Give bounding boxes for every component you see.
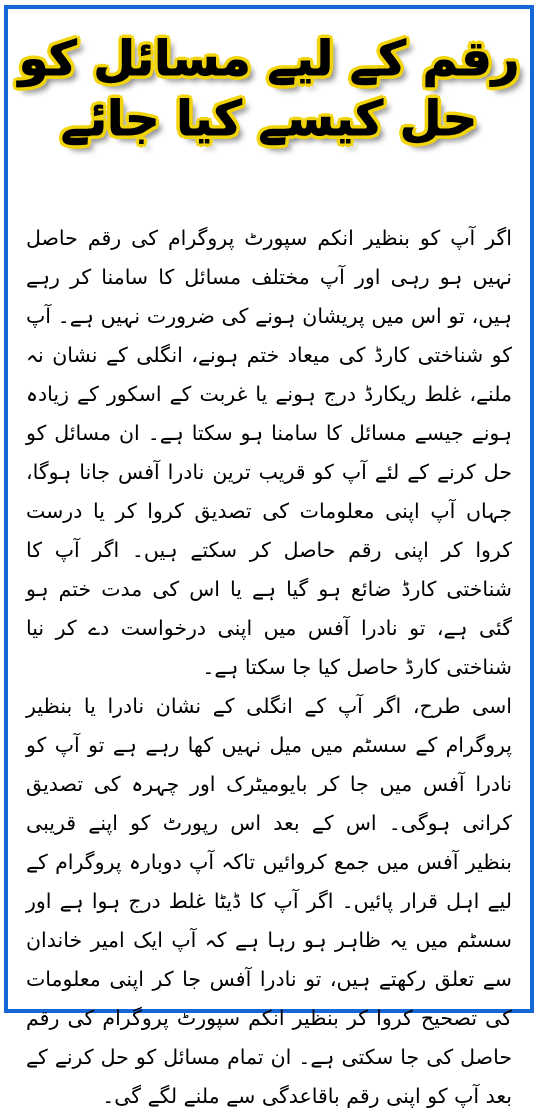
article-title	[8, 29, 530, 149]
paragraph-1: اگر آپ کو بنظیر انکم سپورٹ پروگرام کی رقم حاصل نہیں ہو رہی اور آپ مختلف مسائل کا سامنا کر رہے ہیں، تو اس میں پریشان ہونے کی ضرورت نہیں ہے۔ آپ کو شناختی کارڈ کی میعاد ختم ہونے، انگلی کے نشان نہ ملنے، غلط ریکارڈ درج ہونے یا غربت کے اسکور کے زیادہ ہونے جیسے مسائل کا سامنا ہو سکتا ہے۔ ان مسائل کو حل کرنے کے لئے آپ کو قریب ترین نادرا آفس جانا ہوگا، جہاں آپ اپنی معلومات کی تصدیق کروا کر یا درست کروا کر اپنی رقم حاصل کر سکتے ہیں۔ اگر آپ کا شناختی کارڈ ضائع ہو گیا ہے یا اس کی مدت ختم ہو گئی ہے، تو نادرا آفس میں اپنی درخواست دے کر نیا شناختی کارڈ حاصل کیا جا سکتا ہے۔	[26, 226, 512, 679]
paragraph-2: اسی طرح، اگر آپ کے انگلی کے نشان نادرا یا بنظیر پروگرام کے سسٹم میں میل نہیں کھا رہے ہے تو آپ کو نادرا آفس میں جا کر بایومیٹرک اور چہرہ کی تصدیق کرانی ہوگی۔ اس کے بعد اس رپورٹ کو اپنے قریبی بنظیر آفس میں جمع کروائیں تاکہ آپ دوبارہ پروگرام کے لیے اہل قرار پائیں۔ اگر آپ کا ڈیٹا غلط درج ہوا ہے اور سسٹم میں یہ ظاہر ہو رہا ہے کہ آپ ایک امیر خاندان سے تعلق رکھتے ہیں، تو نادرا آفس جا کر اپنی معلومات کی تصحیح کروا کر بنظیر انکم سپورٹ پروگرام کی رقم حاصل کی جا سکتی ہے۔ ان تمام مسائل کو حل کرنے کے بعد آپ کو اپنی رقم باقاعدگی سے ملنے لگے گی۔	[26, 694, 512, 1108]
title-line-2: حل کیسے کیا جائے	[60, 91, 478, 147]
title-line-1: رقم کے لیے مسائل کو	[18, 31, 520, 87]
article-body	[26, 219, 512, 1116]
article-frame	[4, 5, 534, 1108]
